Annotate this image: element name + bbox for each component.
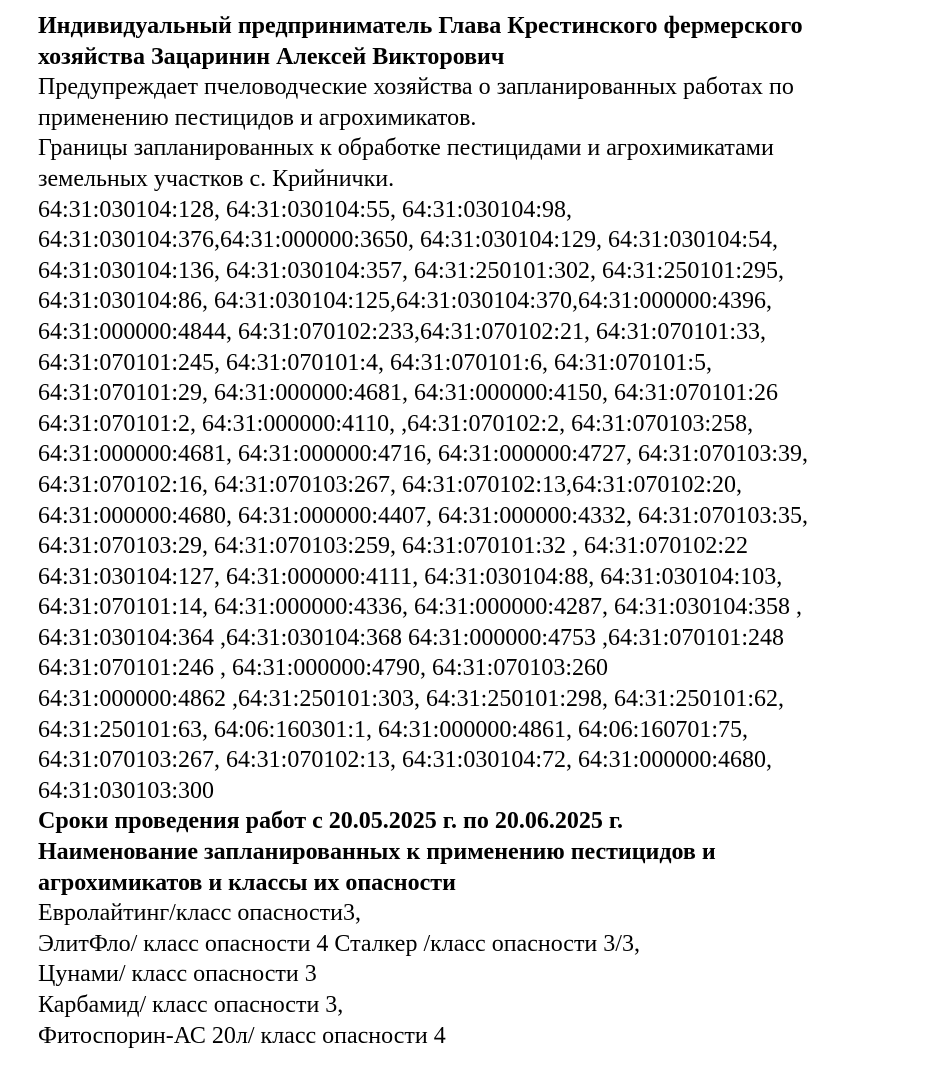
product-item: Евролайтинг/класс опасности3,	[38, 900, 362, 927]
cadastral-line: 64:31:070101:29, 64:31:000000:4681, 64:31:000000:4150, 64:31:070101:26	[38, 380, 779, 407]
products-heading-line-1: Наименование запланированных к применению пестицидов и	[38, 839, 716, 866]
product-list	[38, 898, 940, 1051]
cadastral-number-list	[38, 195, 940, 807]
warning-text-line-1: Предупреждает пчеловодческие хозяйства о запланированных работах по	[38, 74, 794, 101]
cadastral-line: 64:31:030104:86, 64:31:030104:125,64:31:030104:370,64:31:000000:4396,	[38, 288, 773, 315]
cadastral-line: 64:31:000000:4862 ,64:31:250101:303, 64:31:250101:298, 64:31:250101:62,	[38, 686, 785, 713]
cadastral-line: 64:31:070101:246 , 64:31:000000:4790, 64:31:070103:260	[38, 655, 609, 682]
cadastral-line: 64:31:070103:29, 64:31:070103:259, 64:31:070101:32 , 64:31:070102:22	[38, 533, 749, 560]
work-schedule-period: Сроки проведения работ с 20.05.2025 г. по 20.06.2025 г.	[38, 808, 624, 835]
product-item: Карбамид/ класс опасности 3,	[38, 992, 344, 1018]
cadastral-line: 64:31:030104:364 ,64:31:030104:368 64:31:000000:4753 ,64:31:070101:248	[38, 624, 785, 651]
notice-title-line-2: хозяйства Зацаринин Алексей Викторович	[38, 43, 505, 70]
cadastral-line: 64:31:070102:16, 64:31:070103:267, 64:31:070102:13,64:31:070102:20,	[38, 471, 743, 498]
cadastral-line: 64:31:070103:267, 64:31:070102:13, 64:31:030104:72, 64:31:000000:4680,	[38, 747, 773, 774]
notice-title-line-1: Индивидуальный предприниматель Глава Крестинского фермерского	[38, 13, 803, 39]
cadastral-line: 64:31:070101:245, 64:31:070101:4, 64:31:070101:6, 64:31:070101:5,	[38, 349, 713, 376]
cadastral-line: 64:31:030104:127, 64:31:000000:4111, 64:31:030104:88, 64:31:030104:103,	[38, 563, 783, 590]
cadastral-line: 64:31:070101:2, 64:31:000000:4110, ,64:31:070102:2, 64:31:070103:258,	[38, 410, 754, 437]
boundary-text-line-2: земельных участков с. Крийнички.	[38, 165, 395, 192]
cadastral-line: 64:31:000000:4680, 64:31:000000:4407, 64:31:000000:4332, 64:31:070103:35,	[38, 502, 809, 529]
cadastral-line: 64:31:030104:136, 64:31:030104:357, 64:31:250101:302, 64:31:250101:295,	[38, 257, 785, 284]
product-item: ЭлитФло/ класс опасности 4 Сталкер /класс опасности 3/3,	[38, 930, 640, 957]
cadastral-line: 64:31:070101:14, 64:31:000000:4336, 64:31:000000:4287, 64:31:030104:358 ,	[38, 594, 803, 621]
cadastral-line: 64:31:030103:300	[38, 777, 215, 804]
warning-text-line-2: применению пестицидов и агрохимикатов.	[38, 104, 477, 131]
products-heading-line-2: агрохимикатов и классы их опасности	[38, 869, 456, 896]
cadastral-line: 64:31:030104:376,64:31:000000:3650, 64:31:030104:129, 64:31:030104:54,	[38, 227, 779, 254]
product-item: Фитоспорин-АС 20л/ класс опасности 4	[38, 1022, 446, 1049]
boundary-text-line-1: Границы запланированных к обработке пестицидами и агрохимикатами	[38, 135, 774, 162]
cadastral-line: 64:31:250101:63, 64:06:160301:1, 64:31:000000:4861, 64:06:160701:75,	[38, 716, 749, 743]
cadastral-line: 64:31:000000:4844, 64:31:070102:233,64:31:070102:21, 64:31:070101:33,	[38, 318, 767, 345]
cadastral-line: 64:31:030104:128, 64:31:030104:55, 64:31:030104:98,	[38, 196, 573, 223]
product-item: Цунами/ класс опасности 3	[38, 961, 317, 988]
cadastral-line: 64:31:000000:4681, 64:31:000000:4716, 64:31:000000:4727, 64:31:070103:39,	[38, 441, 809, 468]
